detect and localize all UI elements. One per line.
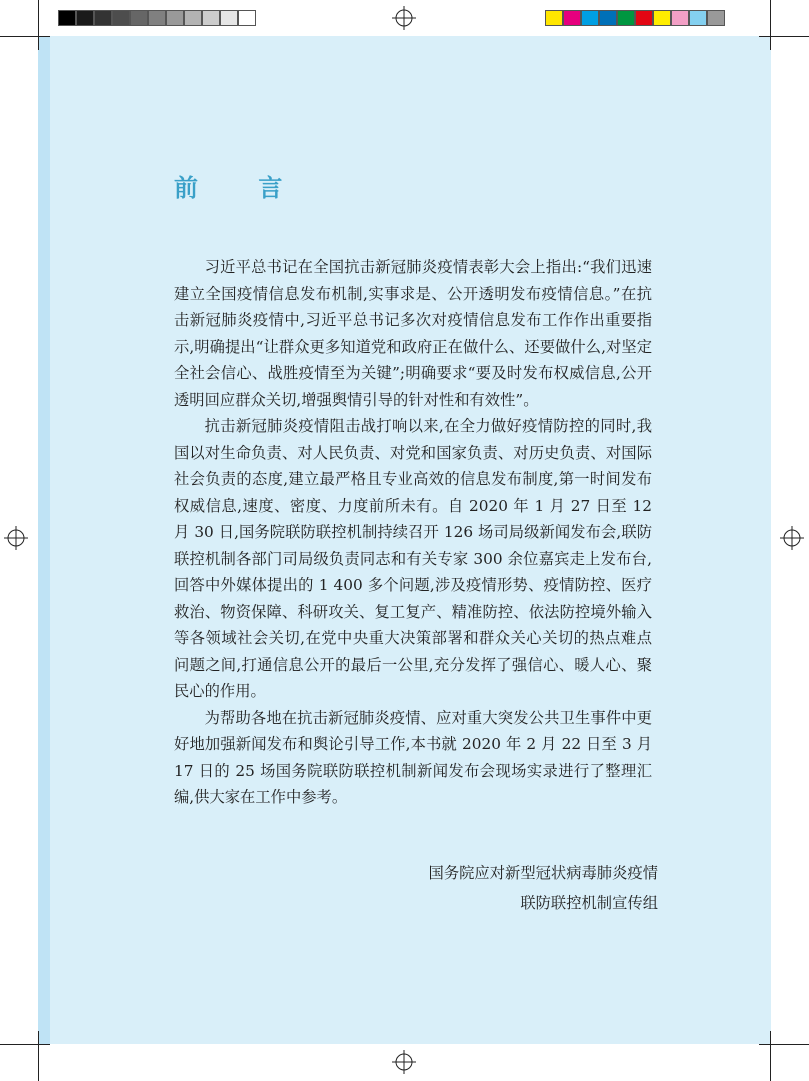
gray-swatch	[130, 10, 148, 26]
color-swatch	[599, 10, 617, 26]
gray-swatch	[184, 10, 202, 26]
color-swatch	[635, 10, 653, 26]
color-swatch	[563, 10, 581, 26]
grayscale-calibration-bar	[58, 10, 256, 26]
color-swatch	[671, 10, 689, 26]
gray-swatch	[238, 10, 256, 26]
signature-line: 国务院应对新型冠状病毒肺炎疫情	[428, 864, 658, 882]
gray-swatch	[112, 10, 130, 26]
registration-mark-icon	[780, 526, 804, 550]
paragraph: 为帮助各地在抗击新冠肺炎疫情、应对重大突发公共卫生事件中更好地加强新闻发布和舆论引导工作,本书就 2020 年 2 月 22 日至 3 月 17 日的 25 场国务院联防联控机制新闻发布会现场实录进行了整理汇编,供大家在工作中参考。	[174, 708, 652, 806]
registration-mark-icon	[392, 1050, 416, 1074]
gray-swatch	[220, 10, 238, 26]
gray-swatch	[94, 10, 112, 26]
color-swatch	[617, 10, 635, 26]
gray-swatch	[58, 10, 76, 26]
page-title: 前 言	[174, 173, 309, 202]
color-swatch	[581, 10, 599, 26]
color-swatch	[545, 10, 563, 26]
gray-swatch	[148, 10, 166, 26]
gray-swatch	[76, 10, 94, 26]
registration-mark-icon	[4, 526, 28, 550]
preface-body	[174, 254, 652, 811]
color-swatch	[689, 10, 707, 26]
paragraph: 抗击新冠肺炎疫情阻击战打响以来,在全力做好疫情防控的同时,我国以对生命负责、对人民负责、对党和国家负责、对历史负责、对国际社会负责的态度,建立最严格且专业高效的信息发布制度,第一时间发布权威信息,速度、密度、力度前所未有。自 2020 年 1 月 27 日至 12 月 30 日,国务院联防联控机制持续召开 126 场司局级新闻发布会,联防联控机制各部门司局级负责同志和有关专家 300 余位嘉宾走上发布台,回答中外媒体提出的 1 400 多个问题,涉及疫情形势、疫情防控、医疗救治、物资保障、科研攻关、复工复产、精准防控、依法防控境外输入等各领域社会关切,在党中央重大决策部署和群众关心关切的热点难点问题之间,打通信息公开的最后一公里,充分发挥了强信心、暖人心、聚民心的作用。	[174, 417, 652, 700]
registration-mark-icon	[392, 6, 416, 30]
signature-line: 联防联控机制宣传组	[520, 894, 658, 912]
color-swatch	[707, 10, 725, 26]
gray-swatch	[202, 10, 220, 26]
paragraph: 习近平总书记在全国抗击新冠肺炎疫情表彰大会上指出:“我们迅速建立全国疫情信息发布机制,实事求是、公开透明发布疫情信息。”在抗击新冠肺炎疫情中,习近平总书记多次对疫情信息发布工作作出重要指示,明确提出“让群众更多知道党和政府正在做什么、还要做什么,对坚定全社会信心、战胜疫情至为关键”;明确要求“要及时发布权威信息,公开透明回应群众关切,增强舆情引导的针对性和有效性”。	[174, 258, 652, 409]
page-spine	[38, 36, 50, 1044]
signature-block	[429, 858, 658, 918]
color-swatch	[653, 10, 671, 26]
gray-swatch	[166, 10, 184, 26]
color-calibration-bar	[545, 10, 725, 26]
